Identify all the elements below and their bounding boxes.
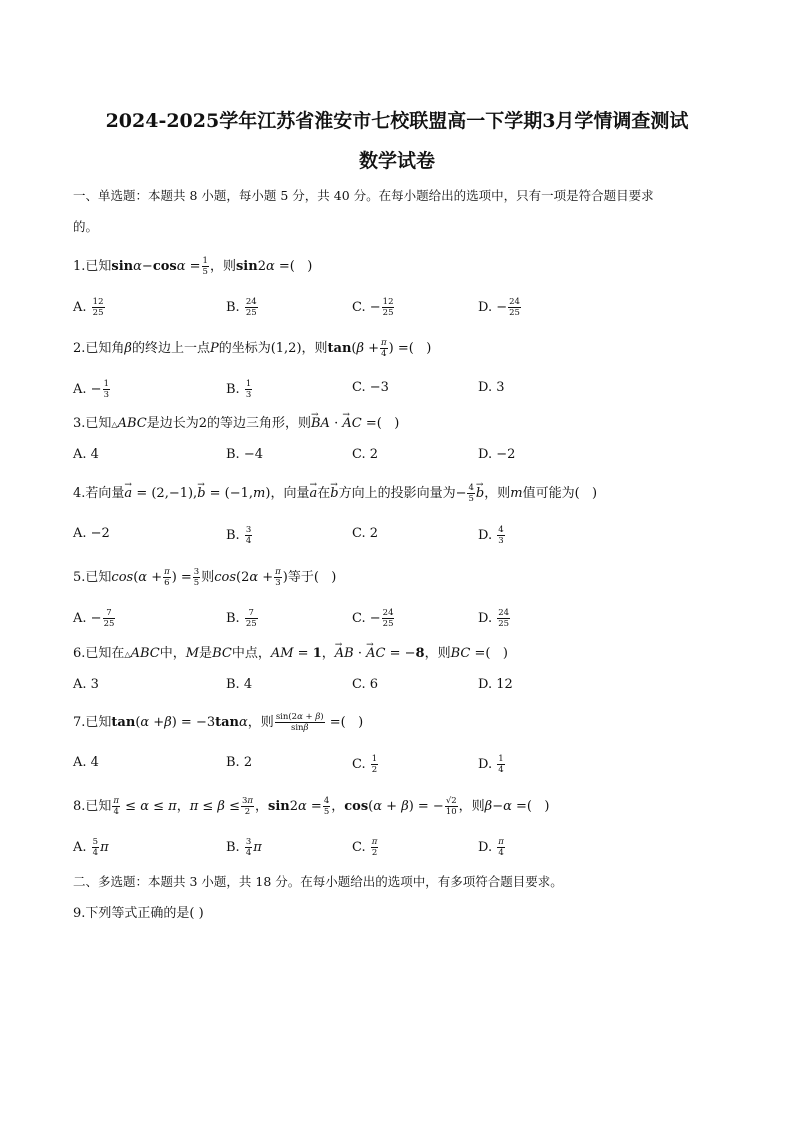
question-6: 6.已知在△ABC中，M是BC中点，AM = 1，→ AB · → AC = −8，则BC =( ) [73,645,508,664]
question-7-option-a[interactable]: A. 4 [73,755,99,770]
question-4-option-b[interactable]: B. $\frac{3}{4}$ [226,525,252,546]
question-5-option-d[interactable]: D. $\frac{24}{25}$ [478,608,510,629]
question-1-option-b[interactable]: B. $\frac{24}{25}$ [226,297,257,318]
question-2-option-a[interactable]: A. − $\frac{1}{3}$ [73,379,109,400]
section2-instructions: 二、多选题：本题共 3 小题，共 18 分。在每小题给出的选项中，有多项符合题目要求。 [73,874,563,889]
question-2-option-d[interactable]: D. 3 [478,380,505,395]
question-6-option-d[interactable]: D. 12 [478,677,513,692]
question-4-option-c[interactable]: C. 2 [352,526,379,541]
question-3-option-c[interactable]: C. 2 [352,447,379,462]
question-5-option-b[interactable]: B. $\frac{7}{25}$ [226,608,257,629]
question-5-option-c[interactable]: C. − $\frac{24}{25}$ [352,608,394,629]
question-4: 4.若向量→ a = (2,−1),→ b = (−1,m)，向量→ a在→ b方向上的投影向量为− $\frac{4}{5}$ → b，则m值可能为( ) [73,483,597,504]
question-7-option-d[interactable]: D. $\frac{1}{4}$ [478,754,504,775]
question-5: 5.已知cos(α + $\frac{\pi}{6}$ ) = $\frac{3}{5}$ 则cos(2α + $\frac{\pi}{3}$ )等于( ) [73,567,337,588]
question-1: 1.已知sinα−cosα = $\frac{1}{5}$ ，则sin2α =( ) [73,256,313,277]
question-8-option-b[interactable]: B. $\frac{3}{4}$ π [226,837,262,858]
question-3-option-b[interactable]: B. −4 [226,447,263,462]
exam-title: 2024-2025学年江苏省淮安市七校联盟高一下学期3月学情调查测试 [105,110,689,132]
question-7-option-b[interactable]: B. 2 [226,755,253,770]
question-1-option-d[interactable]: D. − $\frac{24}{25}$ [478,297,520,318]
question-6-option-b[interactable]: B. 4 [226,677,253,692]
question-6-option-c[interactable]: C. 6 [352,677,379,692]
question-4-option-d[interactable]: D. $\frac{4}{3}$ [478,525,504,546]
question-8-option-a[interactable]: A. $\frac{5}{4}$ π [73,837,109,858]
section1-instructions-cont: 的。 [73,219,99,234]
question-8: 8.已知 $\frac{\pi}{4}$ ≤ α ≤ π，π ≤ β ≤ $\frac{3\pi}{2}$ ，sin2α = $\frac{4}{5}$ ，cos(α + β) = − $\frac{√2}{10}$ ，则β−α =( ) [73,796,550,817]
question-1-option-c[interactable]: C. − $\frac{12}{25}$ [352,297,394,318]
question-3-option-d[interactable]: D. −2 [478,447,516,462]
question-8-option-c[interactable]: C. $\frac{\pi}{2}$ [352,837,378,858]
section1-instructions: 一、单选题：本题共 8 小题，每小题 5 分，共 40 分。在每小题给出的选项中，只有一项是符合题目要求 [73,188,654,203]
question-6-option-a[interactable]: A. 3 [73,677,99,692]
exam-subtitle: 数学试卷 [358,150,435,172]
question-5-option-a[interactable]: A. − $\frac{7}{25}$ [73,608,115,629]
question-3: 3.已知△ABC是边长为2的等边三角形，则→ BA · → AC =( ) [73,415,399,434]
question-2-option-c[interactable]: C. −3 [352,380,389,395]
question-2-option-b[interactable]: B. $\frac{1}{3}$ [226,379,252,400]
question-9: 9.下列等式正确的是( ) [73,906,204,921]
question-4-option-a[interactable]: A. −2 [73,526,110,541]
question-2: 2.已知角β的终边上一点P的坐标为(1,2)，则tan(β + $\frac{\pi}{4}$ ) =( ) [73,338,432,359]
question-7-option-c[interactable]: C. $\frac{1}{2}$ [352,754,378,775]
question-3-option-a[interactable]: A. 4 [73,447,99,462]
question-8-option-d[interactable]: D. $\frac{\pi}{4}$ [478,837,504,858]
question-7: 7.已知tan(α +β) = −3tanα，则 $\frac{\sin(2\alpha + \beta)}{\sin\beta}$ =( ) [73,712,364,733]
question-1-option-a[interactable]: A. $\frac{12}{25}$ [73,297,104,318]
